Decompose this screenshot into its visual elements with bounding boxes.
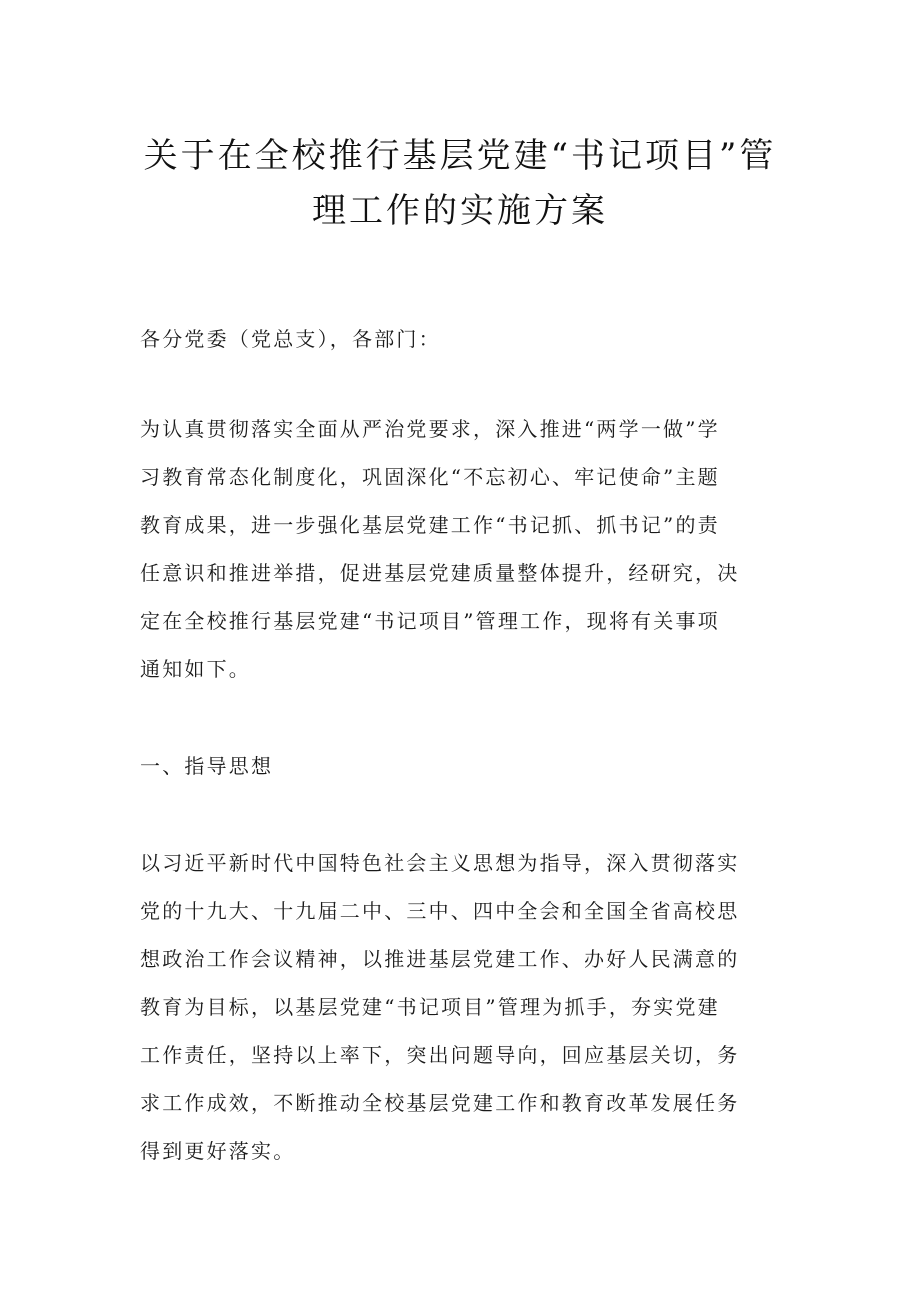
section-1-line: 得到更好落实。 [140,1139,296,1163]
section-1-line: 想政治工作会议精神，以推进基层党建工作、办好人民满意的 [140,947,740,971]
intro-line: 定在全校推行基层党建“书记项目”管理工作，现将有关事项 [140,609,720,633]
salutation: 各分党委（党总支），各部门： [140,327,441,351]
section-1-heading: 一、指导思想 [140,754,274,778]
intro-line: 为认真贯彻落实全面从严治党要求，深入推进“两学一做”学 [140,417,720,441]
document-title-line-2: 理工作的实施方案 [312,191,608,231]
intro-line: 教育成果，进一步强化基层党建工作“书记抓、抓书记”的责 [140,513,720,537]
section-1-line: 以习近平新时代中国特色社会主义思想为指导，深入贯彻落实 [140,851,740,875]
section-1-line: 党的十九大、十九届二中、三中、四中全会和全国全省高校思 [140,899,740,923]
intro-line: 任意识和推进举措，促进基层党建质量整体提升，经研究，决 [140,561,740,585]
section-1-line: 求工作成效，不断推动全校基层党建工作和教育改革发展任务 [140,1091,740,1115]
section-1-line: 教育为目标，以基层党建“书记项目”管理为抓手，夯实党建 [140,995,720,1019]
document-title-line-1: 关于在全校推行基层党建“书记项目”管 [143,136,777,176]
intro-line: 习教育常态化制度化，巩固深化“不忘初心、牢记使命”主题 [140,465,720,489]
section-1-line: 工作责任，坚持以上率下，突出问题导向，回应基层关切，务 [140,1043,740,1067]
intro-line: 通知如下。 [140,657,251,681]
